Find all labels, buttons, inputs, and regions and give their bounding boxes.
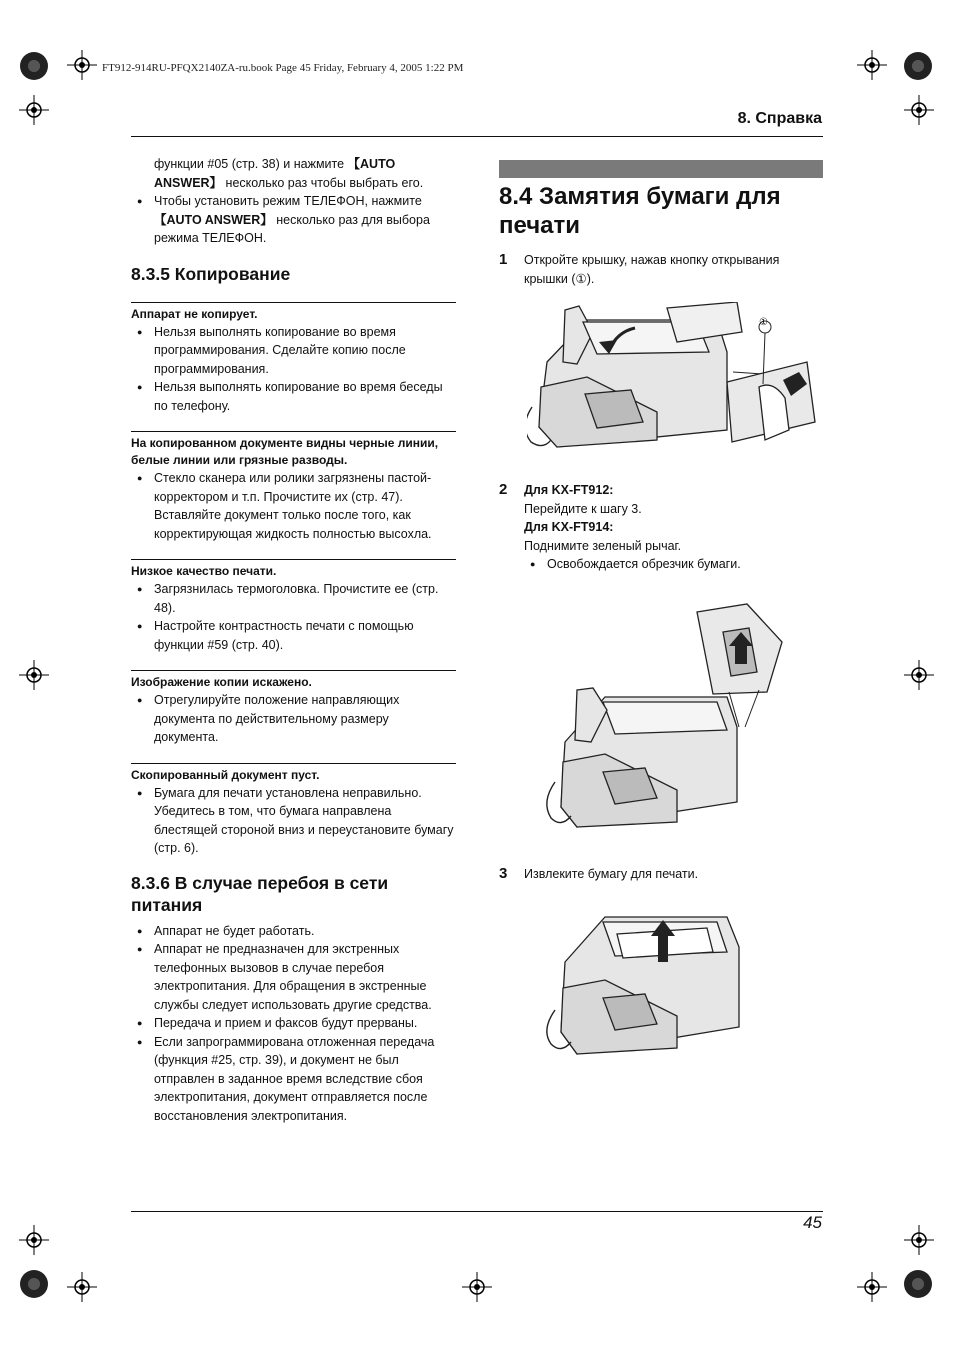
problem-title: Низкое качество печати. <box>131 564 277 578</box>
crosshair-mark <box>904 95 934 125</box>
step-number: 2 <box>499 481 508 498</box>
problem-block <box>131 559 456 654</box>
list-item: ● Бумага для печати установлена неправильно. Убедитесь в том, что бумага направлена блестящей стороной вниз и переустановите бумагу (стр. 6). <box>131 784 456 858</box>
fax-open-cover-illustration <box>527 302 817 452</box>
list-item: ● Настройте контрастность печати с помощью функции #59 (стр. 40). <box>131 617 456 654</box>
page-title: 8.4 Замятия бумаги для печати <box>499 183 781 239</box>
left-column <box>131 155 456 1125</box>
power-heading: 8.3.6 В случае перебоя в сети питания <box>131 872 389 915</box>
step-text: Перейдите к шагу 3. <box>524 501 642 516</box>
list-item: ● Загрязнилась термоголовка. Прочистите ее (стр. 48). <box>131 580 456 617</box>
section-bar <box>499 160 823 178</box>
registration-disc <box>904 1270 932 1298</box>
crosshair-mark <box>857 1272 887 1302</box>
model-label: Для KX-FT914: <box>524 520 614 534</box>
registration-disc <box>20 52 48 80</box>
crosshair-mark <box>19 660 49 690</box>
callout-label: ① <box>759 317 768 328</box>
problem-block <box>131 431 456 543</box>
crosshair-mark <box>67 50 97 80</box>
step-text: Извлеките бумагу для печати. <box>524 867 699 881</box>
fax-remove-paper-illustration <box>527 912 757 1062</box>
page-number: 45 <box>803 1213 822 1232</box>
list-item: ● Стекло сканера или ролики загрязнены пастой-корректором и т.п. Прочистите их (стр. 47). Вставляйте документ только после того, как корректирующая жидкость полностью высохла. <box>131 469 456 543</box>
header-rule <box>131 136 823 137</box>
list-item: ● Аппарат не предназначен для экстренных телефонных вызовов в случае перебоя электропитания. Для обращения в экстренные службы следует использовать другие средства. <box>131 940 456 1014</box>
crosshair-mark <box>904 1225 934 1255</box>
model-label: Для KX-FT912: <box>524 483 614 497</box>
crosshair-mark <box>19 95 49 125</box>
crosshair-mark <box>462 1272 492 1302</box>
intro-paragraph: функции #05 (стр. 38) и нажмите 【AUTO ANSWER】 несколько раз чтобы выбрать его. <box>154 157 424 190</box>
crosshair-mark <box>857 50 887 80</box>
section-title: 8. Справка <box>737 110 822 127</box>
step-number: 3 <box>499 865 508 882</box>
registration-disc <box>20 1270 48 1298</box>
problem-block <box>131 302 456 416</box>
list-item: ● Передача и прием и факсов будут прерваны. <box>131 1014 456 1033</box>
problem-title: Скопированный документ пуст. <box>131 767 320 782</box>
step-text: Поднимите зеленый рычаг. <box>524 538 682 553</box>
crosshair-mark <box>67 1272 97 1302</box>
step-3 <box>499 865 819 884</box>
footer-rule <box>131 1211 823 1212</box>
list-item: ● Нельзя выполнять копирование во время беседы по телефону. <box>131 378 456 415</box>
problem-title: Аппарат не копирует. <box>131 306 258 321</box>
list-item: ● Отрегулируйте положение направляющих документа по действительному размеру документа. <box>131 691 456 747</box>
fax-lever-illustration <box>527 602 787 838</box>
problem-block <box>131 763 456 858</box>
list-item: ● Нельзя выполнять копирование во время программирования. Сделайте копию после программирования. <box>131 323 456 379</box>
crosshair-mark <box>904 660 934 690</box>
problem-title: Изображение копии искажено. <box>131 675 312 689</box>
crosshair-mark <box>19 1225 49 1255</box>
file-header: FT912-914RU-PFQX2140ZA-ru.book Page 45 Friday, February 4, 2005 1:22 PM <box>102 62 464 74</box>
intro-bullet: ● Чтобы установить режим ТЕЛЕФОН, нажмите 【AUTO ANSWER】 несколько раз для выбора режима ТЕЛЕФОН. <box>131 192 456 248</box>
step-text: Откройте крышку, нажав кнопку открывания крышки (①). <box>524 253 780 286</box>
step-1 <box>499 251 819 288</box>
problem-block <box>131 670 456 747</box>
problem-title: На копированном документе видны черные линии, белые линии или грязные разводы. <box>131 436 439 467</box>
list-item: ● Если запрограммирована отложенная передача (функция #25, стр. 39), и документ не был отправлен в заданное время вследствие сбоя электропитания, документ отправляется после восстановления электропитания. <box>131 1033 456 1126</box>
registration-disc <box>904 52 932 80</box>
step-number: 1 <box>499 251 508 268</box>
list-item: ● Освобождается обрезчик бумаги. <box>524 555 819 574</box>
copy-heading: 8.3.5 Копирование <box>131 263 291 284</box>
step-2 <box>499 481 819 574</box>
list-item: ● Аппарат не будет работать. <box>131 922 456 941</box>
